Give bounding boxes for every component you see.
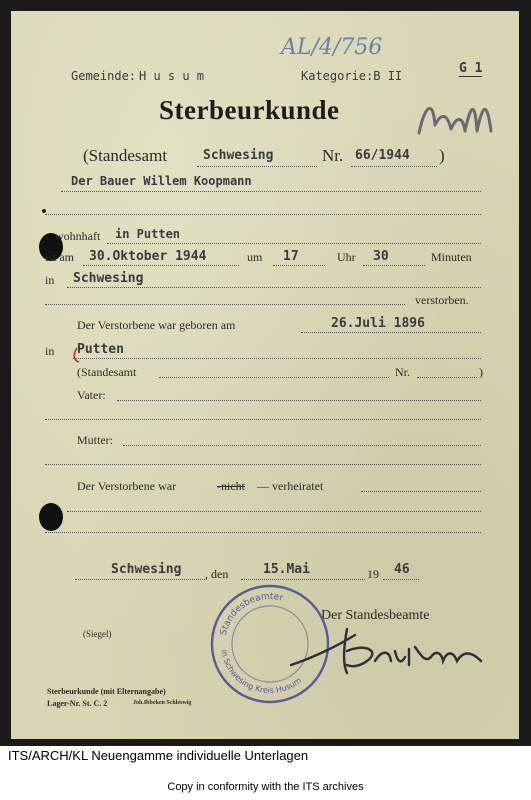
death-certificate-card bbox=[11, 11, 519, 739]
municipality-label: Gemeinde: bbox=[71, 69, 137, 83]
copy-conformity-note: Copy in conformity with the ITS archives bbox=[167, 781, 364, 793]
registry-nr-value: 66/1944 bbox=[355, 148, 410, 163]
den-label: , den bbox=[205, 567, 229, 581]
issue-date: 15.Mai bbox=[263, 562, 310, 577]
birth-date-value: 26.Juli 1896 bbox=[331, 316, 425, 331]
died-label: verstorben. bbox=[415, 293, 469, 307]
publisher: Joh.Ibbeken Schleswig bbox=[133, 700, 192, 706]
death-hour-value: 17 bbox=[283, 249, 299, 264]
death-date-label: ist am bbox=[45, 250, 74, 264]
father-label: Vater: bbox=[77, 388, 106, 402]
married-text-start: Der Verstorbene war bbox=[77, 479, 177, 493]
punch-hole-bottom bbox=[39, 503, 63, 531]
birth-registry-label: (Standesamt bbox=[77, 365, 137, 379]
married-text-end: — verheiratet bbox=[257, 479, 324, 493]
municipality-value: H u s u m bbox=[139, 69, 205, 83]
residence-value: in Putten bbox=[115, 227, 181, 241]
archive-number-handwritten: AL/4/756 bbox=[281, 35, 383, 60]
form-title: Sterbeurkunde (mit Elternangabe) bbox=[47, 687, 166, 696]
hour-label: Uhr bbox=[337, 250, 356, 264]
seal-label: (Siegel) bbox=[83, 629, 112, 639]
form-number: Lager-Nr. St. C. 2 bbox=[47, 699, 108, 708]
issue-place: Schwesing bbox=[111, 562, 182, 577]
category-label: Kategorie:B II bbox=[301, 69, 403, 83]
death-date-value: 30.Oktober 1944 bbox=[89, 249, 207, 264]
married-struck-word: -nicht bbox=[217, 479, 245, 493]
birth-place-value: Putten bbox=[77, 342, 124, 357]
form-code: G 1 bbox=[459, 61, 483, 76]
birth-nr-label: Nr. bbox=[395, 365, 410, 379]
death-place-value: Schwesing bbox=[73, 271, 144, 286]
registry-prefix: (Standesamt bbox=[83, 146, 168, 165]
year-suffix: 46 bbox=[394, 562, 410, 577]
birth-place-label: in bbox=[45, 344, 55, 358]
registry-place: Schwesing bbox=[203, 148, 274, 163]
registrar-signature-icon bbox=[285, 621, 505, 681]
document-title: Sterbeurkunde bbox=[159, 95, 340, 125]
year-prefix: 19 bbox=[367, 567, 379, 581]
ink-dot bbox=[42, 209, 46, 213]
svg-text:Standesbeamter bbox=[219, 592, 285, 637]
handwritten-mark-icon bbox=[411, 95, 506, 140]
minute-label: Minuten bbox=[431, 250, 472, 264]
registrar-label: Der Standesbeamte bbox=[321, 608, 430, 623]
archive-caption: ITS/ARCH/KL Neuengamme individuelle Unterlagen bbox=[8, 748, 309, 763]
time-at-label: um bbox=[247, 250, 263, 264]
birth-registry-close: ) bbox=[479, 365, 483, 379]
death-place-label: in bbox=[45, 273, 55, 287]
seal-text-bottom: in Schwesing Kreis Husum bbox=[219, 649, 304, 696]
death-minute-value: 30 bbox=[373, 249, 389, 264]
mother-label: Mutter: bbox=[77, 433, 113, 447]
deceased-name: Der Bauer Willem Koopmann bbox=[71, 174, 252, 188]
red-tick-mark-icon bbox=[71, 346, 81, 364]
seal-text-top: Standesbeamter bbox=[218, 591, 285, 637]
registry-nr-label: Nr. bbox=[322, 146, 344, 165]
registry-suffix: ) bbox=[439, 146, 445, 165]
born-label: Der Verstorbene war geboren am bbox=[77, 318, 236, 332]
residence-label: wohnhaft bbox=[55, 229, 101, 243]
